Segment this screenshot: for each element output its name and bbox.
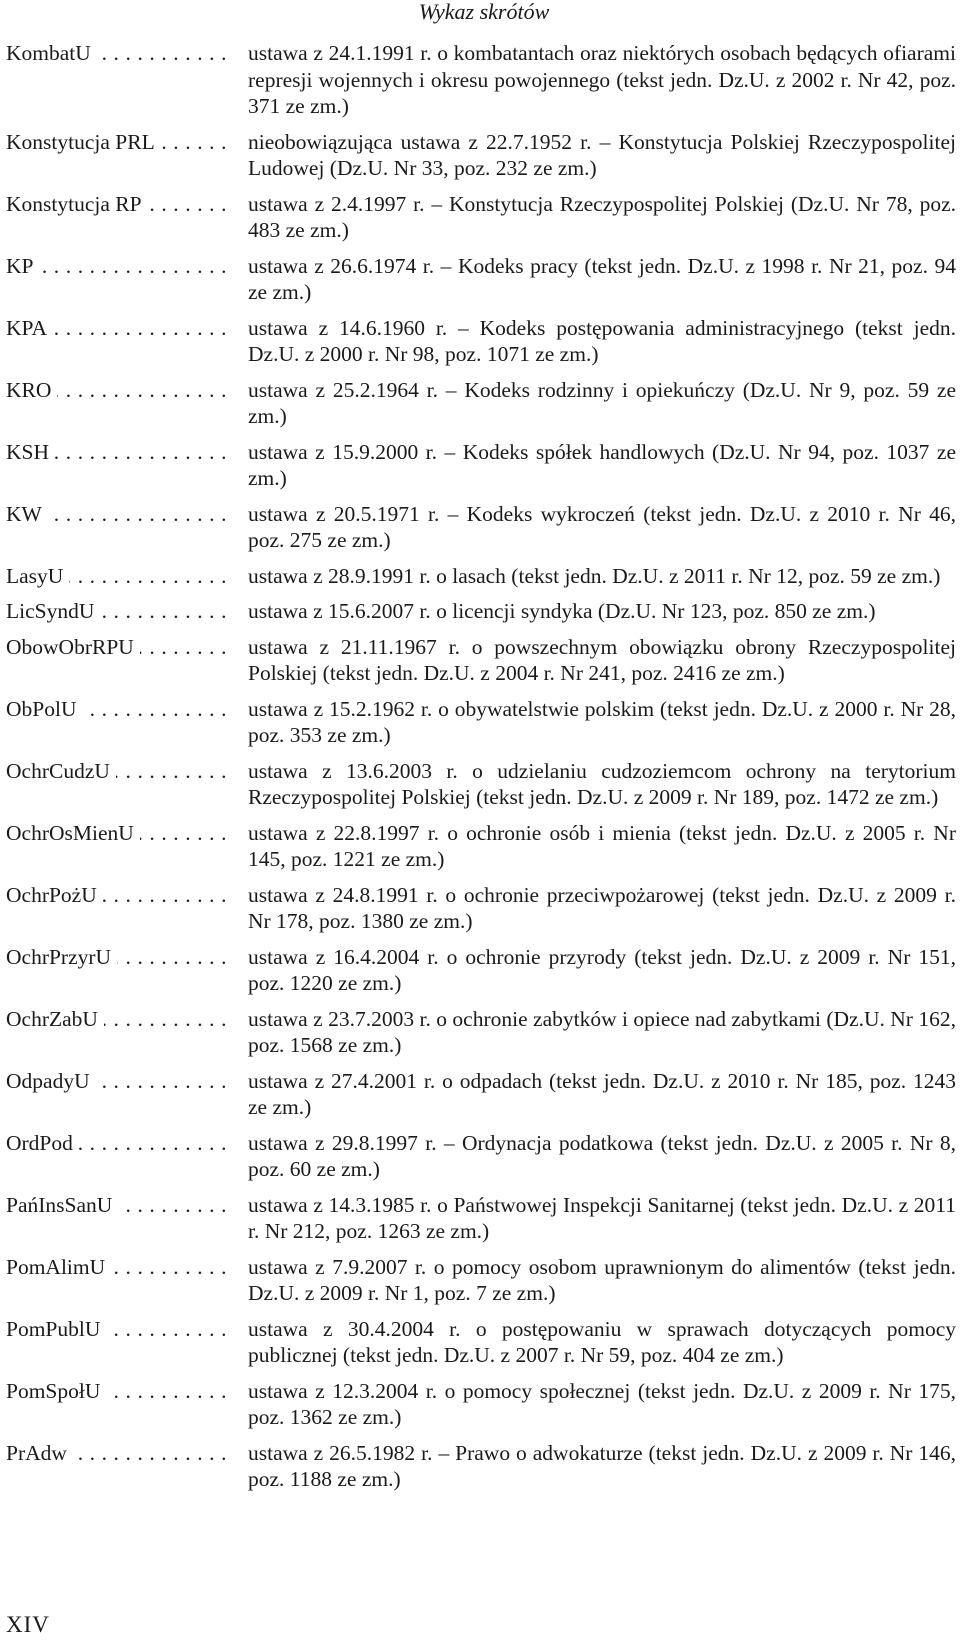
abbreviation-entry <box>6 439 956 492</box>
abbreviation-term: KW . . . <box>6 501 234 528</box>
abbreviation-entry <box>6 1378 956 1431</box>
abbreviation-definition: ustawa z 14.3.1985 r. o Państwowej Inspekcji Sanitarnej (tekst jedn. Dz.U. z 2011 r. Nr 212, poz. 1263 ze zm.) <box>248 1192 956 1243</box>
abbreviation-definition: ustawa z 15.6.2007 r. o licencji syndyka (Dz.U. Nr 123, poz. 850 ze zm.) <box>248 599 876 623</box>
abbreviation-definition: ustawa z 25.2.1964 r. – Kodeks rodzinny i opiekuńczy (Dz.U. Nr 9, poz. 59 ze zm.) <box>248 377 956 428</box>
abbreviation-definition: ustawa z 23.7.2003 r. o ochronie zabytków i opiece nad zabytkami (Dz.U. Nr 162, poz. 1568 ze zm.) <box>248 1006 956 1057</box>
abbreviation-definition: ustawa z 16.4.2004 r. o ochronie przyrody (tekst jedn. Dz.U. z 2009 r. Nr 151, poz. 1220 ze zm.) <box>248 944 956 995</box>
abbreviation-entry <box>6 1192 956 1245</box>
abbreviation-definition: nieobowiązująca ustawa z 22.7.1952 r. – Konstytucja Polskiej Rzeczypospolitej Ludowej (Dz.U. Nr 33, poz. 232 ze zm.) <box>248 129 956 180</box>
abbreviation-entry <box>6 944 956 997</box>
abbreviation-list <box>6 40 956 1502</box>
abbreviation-entry <box>6 191 956 244</box>
abbreviation-term: OchrPożU . . . <box>6 882 234 909</box>
abbreviation-definition: ustawa z 27.4.2001 r. o odpadach (tekst jedn. Dz.U. z 2010 r. Nr 185, poz. 1243 ze zm.) <box>248 1068 956 1119</box>
abbreviation-term: KombatU . . . <box>6 40 234 67</box>
abbreviation-term: PrAdw . . . <box>6 1440 234 1467</box>
abbreviation-term: KP . . . <box>6 253 234 280</box>
abbreviation-definition: ustawa z 13.6.2003 r. o udzielaniu cudzoziemcom ochrony na terytorium Rzeczypospolitej Polskiej (tekst jedn. Dz.U. z 2009 r. Nr 189, poz. 1472 ze zm.) <box>248 758 956 809</box>
abbreviation-term: PomPublU . . . <box>6 1316 234 1343</box>
abbreviation-definition: ustawa z 28.9.1991 r. o lasach (tekst jedn. Dz.U. z 2011 r. Nr 12, poz. 59 ze zm.) <box>248 563 941 588</box>
abbreviation-term: KSH . . . <box>6 439 234 466</box>
abbreviation-term: Konstytucja PRL . . . <box>6 129 234 156</box>
abbreviation-term: PańInsSanU . . . <box>6 1192 234 1219</box>
abbreviation-definition: ustawa z 2.4.1997 r. – Konstytucja Rzeczypospolitej Polskiej (Dz.U. Nr 78, poz. 483 ze zm.) <box>248 191 956 242</box>
abbreviation-definition: ustawa z 15.9.2000 r. – Kodeks spółek handlowych (Dz.U. Nr 94, poz. 1037 ze zm.) <box>248 439 956 490</box>
page-number: XIV <box>6 1612 50 1637</box>
abbreviation-term: LicSyndU . . . <box>6 598 234 625</box>
abbreviation-term: OchrZabU . . . <box>6 1006 234 1033</box>
abbreviation-entry <box>6 758 956 811</box>
abbreviation-entry <box>6 1254 956 1307</box>
abbreviation-entry <box>6 315 956 368</box>
abbreviation-definition: ustawa z 7.9.2007 r. o pomocy osobom uprawnionym do alimentów (tekst jedn. Dz.U. z 2009 r. Nr 1, poz. 7 ze zm.) <box>248 1254 956 1305</box>
abbreviation-entry <box>6 598 956 625</box>
abbreviation-definition: ustawa z 30.4.2004 r. o postępowaniu w sprawach dotyczących pomocy publicznej (tekst jedn. Dz.U. z 2007 r. Nr 59, poz. 404 ze zm.) <box>248 1316 956 1367</box>
abbreviation-entry <box>6 696 956 749</box>
abbreviation-definition: ustawa z 24.1.1991 r. o kombatantach oraz niektórych osobach będących ofiarami represji wojennych i okresu powojennego (tekst jedn. Dz.U. z 2002 r. Nr 42, poz. 371 ze zm.) <box>248 41 956 118</box>
abbreviation-term: Konstytucja RP . . . <box>6 191 234 218</box>
abbreviation-term: KRO . . . <box>6 377 234 404</box>
abbreviation-entry <box>6 377 956 430</box>
abbreviation-entry <box>6 1006 956 1059</box>
abbreviation-term: OchrPrzyrU . . . <box>6 944 234 971</box>
abbreviation-entry <box>6 1316 956 1369</box>
abbreviation-entry <box>6 1130 956 1183</box>
abbreviation-definition: ustawa z 26.6.1974 r. – Kodeks pracy (tekst jedn. Dz.U. z 1998 r. Nr 21, poz. 94 ze zm.) <box>248 253 956 304</box>
abbreviation-entry <box>6 820 956 873</box>
abbreviation-entry <box>6 882 956 935</box>
abbreviation-term: ObPolU . . . <box>6 696 234 723</box>
abbreviation-term: ObowObrRPU . . . <box>6 634 234 661</box>
abbreviation-term: LasyU . . . <box>6 563 234 590</box>
abbreviation-entry <box>6 40 956 120</box>
abbreviation-definition: ustawa z 15.2.1962 r. o obywatelstwie polskim (tekst jedn. Dz.U. z 2000 r. Nr 28, poz. 353 ze zm.) <box>248 696 956 747</box>
abbreviation-entry <box>6 563 956 590</box>
abbreviation-entry <box>6 253 956 306</box>
abbreviation-definition: ustawa z 12.3.2004 r. o pomocy społecznej (tekst jedn. Dz.U. z 2009 r. Nr 175, poz. 1362 ze zm.) <box>248 1378 956 1429</box>
abbreviation-entry <box>6 634 956 687</box>
abbreviation-term: PomAlimU . . . <box>6 1254 234 1281</box>
abbreviation-definition: ustawa z 22.8.1997 r. o ochronie osób i mienia (tekst jedn. Dz.U. z 2005 r. Nr 145, poz. 1221 ze zm.) <box>248 820 956 871</box>
running-head-title: Wykaz skrótów <box>418 0 550 24</box>
abbreviation-definition: ustawa z 14.6.1960 r. – Kodeks postępowania administracyjnego (tekst jedn. Dz.U. z 2000 r. Nr 98, poz. 1071 ze zm.) <box>248 315 956 366</box>
abbreviation-term: OchrOsMienU . . . <box>6 820 234 847</box>
abbreviation-definition: ustawa z 26.5.1982 r. – Prawo o adwokaturze (tekst jedn. Dz.U. z 2009 r. Nr 146, poz. 1188 ze zm.) <box>248 1440 956 1491</box>
abbreviation-definition: ustawa z 29.8.1997 r. – Ordynacja podatkowa (tekst jedn. Dz.U. z 2005 r. Nr 8, poz. 60 ze zm.) <box>248 1130 956 1181</box>
abbreviation-definition: ustawa z 21.11.1967 r. o powszechnym obowiązku obrony Rzeczypospolitej Polskiej (tekst jedn. Dz.U. z 2004 r. Nr 241, poz. 2416 ze zm.) <box>248 634 956 685</box>
abbreviation-entry <box>6 1068 956 1121</box>
abbreviation-term: OchrCudzU . . . <box>6 758 234 785</box>
abbreviation-term: OdpadyU . . . <box>6 1068 234 1095</box>
abbreviation-entry <box>6 129 956 182</box>
abbreviation-definition: ustawa z 20.5.1971 r. – Kodeks wykroczeń (tekst jedn. Dz.U. z 2010 r. Nr 46, poz. 275 ze zm.) <box>248 501 956 552</box>
abbreviation-term: PomSpołU . . . <box>6 1378 234 1405</box>
abbreviation-term: KPA . . . <box>6 315 234 342</box>
abbreviation-term: OrdPod . . . <box>6 1130 234 1157</box>
abbreviation-entry <box>6 1440 956 1493</box>
abbreviation-definition: ustawa z 24.8.1991 r. o ochronie przeciwpożarowej (tekst jedn. Dz.U. z 2009 r. Nr 178, poz. 1380 ze zm.) <box>248 882 956 933</box>
abbreviation-entry <box>6 501 956 554</box>
